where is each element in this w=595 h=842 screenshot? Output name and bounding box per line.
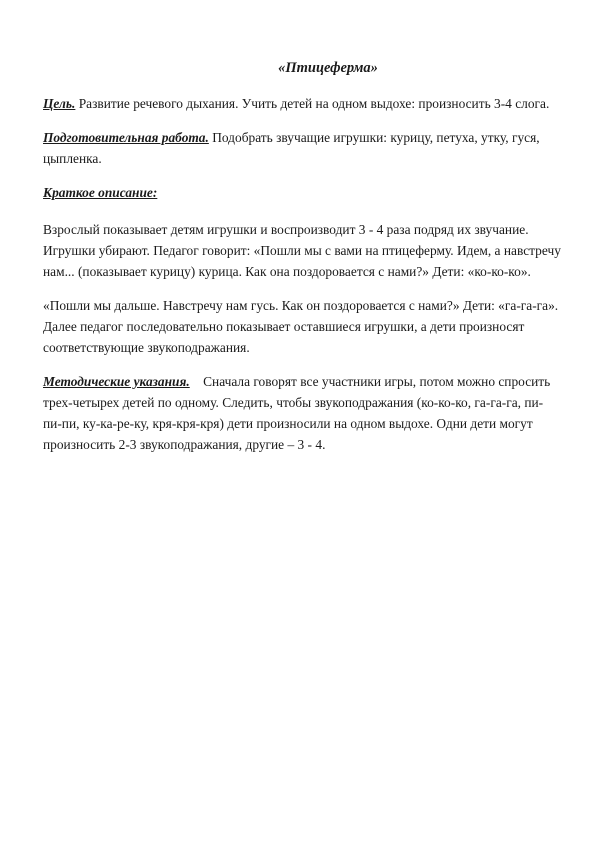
preparation-text: Подобрать звучащие игрушки: курицу, петуха, утку, гуся, цыпленка. <box>43 130 540 166</box>
description-paragraph-1: Взрослый показывает детям игрушки и воспроизводит 3 - 4 раза подряд их звучание. Игрушки убирают. Педагог говорит: «Пошли мы с вами на птицеферму. Идем, а навстречу нам... (показывает курицу) курица. Как она поздоровается с нами?» Дети: «ко-ко-ко». <box>43 222 561 279</box>
document-title: «Птицеферма» <box>278 60 378 76</box>
method-paragraph <box>43 371 561 455</box>
document-page <box>43 58 561 468</box>
preparation-paragraph <box>43 127 561 169</box>
method-text: Сначала говорят все участники игры, потом можно спросить трех-четырех детей по одному. Следить, чтобы звукоподражания (ко-ко-ко, га-га-га, пи-пи-пи, ку-ка-ре-ку, кря-кря-кря) дети произносили на одном выдохе. Одни дети могут произносить 2-3 звукоподражания, другие – 3 - 4. <box>43 374 554 452</box>
preparation-label: Подготовительная работа. <box>43 130 209 145</box>
description-label: Краткое описание: <box>43 185 158 200</box>
description-paragraph-2: «Пошли мы дальше. Навстречу нам гусь. Как он поздоровается с нами?» Дети: «га-га-га». Далее педагог последовательно показывает оставшиеся игрушки, а дети произносят соответствующие звукоподражания. <box>43 298 559 355</box>
goal-paragraph <box>43 93 561 114</box>
description-heading-paragraph <box>43 182 561 203</box>
goal-text: Развитие речевого дыхания. Учить детей на одном выдохе: произносить 3-4 слога. <box>75 96 550 111</box>
method-label: Методические указания. <box>43 374 190 389</box>
goal-label: Цель. <box>43 96 76 111</box>
